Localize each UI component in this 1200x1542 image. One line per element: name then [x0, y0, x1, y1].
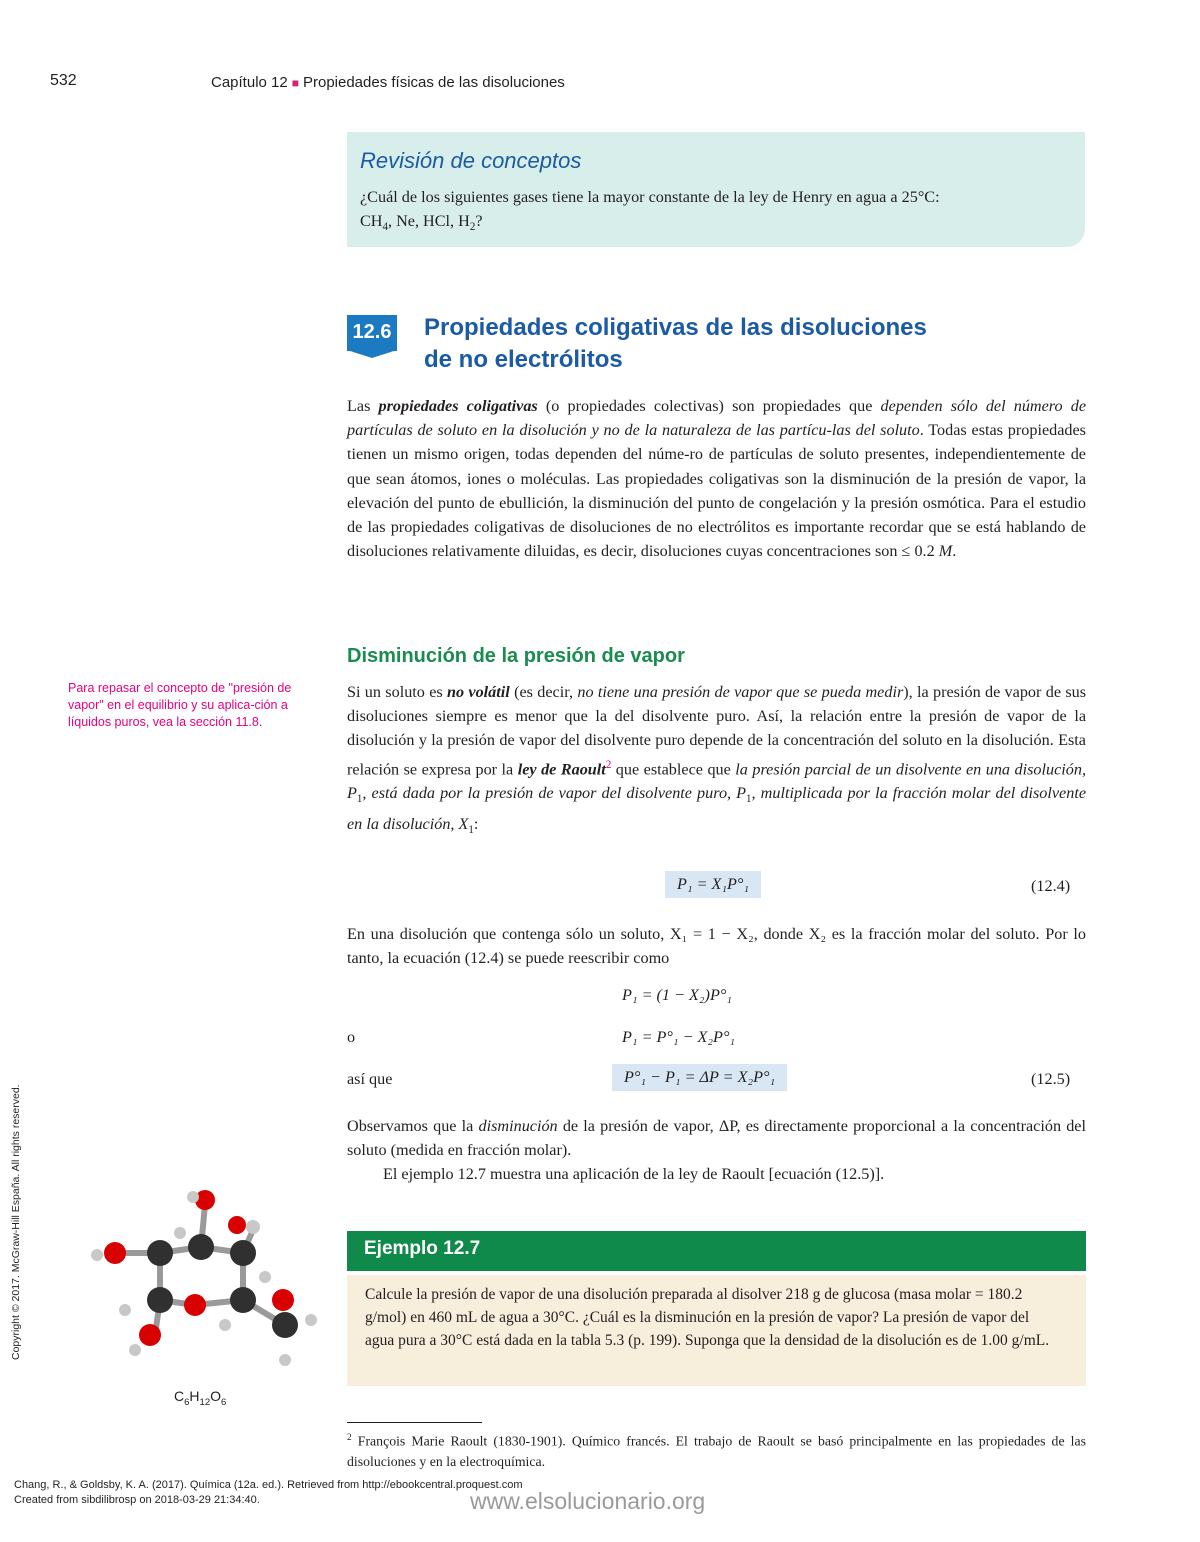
- subscript: 12: [199, 1396, 211, 1408]
- badge-tip-shape: [347, 350, 397, 358]
- equation-12-5: [612, 1064, 787, 1091]
- text: . Todas estas propiedades tienen un mismo origen, todas dependen del núme-ro de partículas de soluto presentes, independientemente de que sean átomos, iones o moléculas. Las propiedades coligativas son la disminución de la presión de vapor, la elevación del punto de ebullición, la disminución del punto de congelación y la presión osmótica. Para el estudio de las propiedades coligativas de disoluciones de no electrólitos es importante recordar que se está hablando de disoluciones relativamente diluidas, es decir, disoluciones cuyas concentraciones son ≤ 0.2: [347, 421, 1086, 561]
- chapter-header: [211, 74, 565, 91]
- equation-a: [622, 986, 732, 1005]
- equation-text: P°₁ − P₁ = ΔP = X₂P°₁: [624, 1068, 776, 1086]
- text: .: [952, 542, 957, 561]
- chapter-title: Propiedades físicas de las disoluciones: [302, 74, 565, 91]
- subscript: 6: [184, 1396, 190, 1408]
- intro-paragraph: [347, 394, 1086, 563]
- label-o: o: [347, 1028, 356, 1046]
- glucose-molecule-illustration: [75, 1185, 335, 1385]
- key-term: no volátil: [447, 683, 510, 701]
- subscript: 1: [468, 823, 474, 836]
- key-term: propiedades coligativas: [378, 397, 538, 415]
- raoult-paragraph: [347, 680, 1086, 842]
- page-number: 532: [50, 72, 77, 89]
- italic-text: disminución: [478, 1117, 558, 1135]
- italic-text: no tiene una presión de vapor que se pueda medir: [577, 683, 904, 701]
- equation-b: [622, 1028, 735, 1047]
- italic-text: , está dada por la presión de vapor del disolvente puro, P: [362, 784, 747, 803]
- review-question: [360, 185, 1071, 239]
- label-asi-que: así que: [347, 1070, 393, 1088]
- example-header: [347, 1231, 1086, 1271]
- equation-12-4: [665, 871, 761, 898]
- example-text: Calcule la presión de vapor de una disolución preparada al disolver 218 g de glucosa (masa molar = 180.2 g/mol) en 460 mL de agua a 30°C. ¿Cuál es la disminución en la presión de vapor? La presión de vapor del agua pura a 30°C está dada en la tabla 5.3 (p. 199). Suponga que la densidad de la disolución es de 1.00 g/mL.: [365, 1286, 1050, 1349]
- section-title-line2: de no electrólitos: [424, 346, 623, 373]
- equation-number: (12.5): [1031, 1070, 1071, 1088]
- chapter-label: Capítulo 12: [211, 74, 288, 91]
- equation-number: (12.4): [1031, 877, 1071, 895]
- footnote-ref: 2: [605, 758, 612, 771]
- observation-paragraph: [347, 1114, 1086, 1162]
- example-body: [347, 1275, 1086, 1386]
- subscript: 6: [221, 1396, 227, 1408]
- footnote-text: François Marie Raoult (1830-1901). Químico francés. El trabajo de Raoult se basó principalmente en las propiedades de las disoluciones y en la electroquímica.: [347, 1433, 1086, 1469]
- equation-text: P₁ = P°₁ − X₂P°₁: [622, 1028, 736, 1046]
- subsection-title: Disminución de la presión de vapor: [347, 645, 685, 667]
- question-mark: ?: [475, 212, 483, 230]
- text: ), la presión de vapor de sus disoluciones siempre es menor que la del disolvente puro. Así, la relación entre la presión de vapor de la disolución y la presión de vapor del disolvente puro depende de la concentración del soluto en la disolución. Esta relación se expresa por la: [347, 683, 1087, 778]
- concept-review-box: [347, 132, 1085, 247]
- text: O: [210, 1388, 222, 1404]
- formula-ch: CH: [360, 212, 383, 230]
- section-number-badge: 12.6: [347, 315, 397, 351]
- text: C: [174, 1388, 185, 1404]
- text: (es decir,: [509, 683, 578, 701]
- italic-text: M: [938, 542, 953, 561]
- equation-text: P₁ = X₁P°₁: [677, 875, 750, 893]
- subscript: 4: [382, 221, 388, 234]
- margin-note: Para repasar el concepto de "presión de vapor" en el equilibrio y su aplica-ción a líquidos puros, vea la sección 11.8.: [68, 681, 292, 729]
- watermark: www.elsolucionario.org: [470, 1488, 706, 1514]
- text: H: [189, 1388, 200, 1404]
- formula-rest: , Ne, HCl, H: [388, 212, 470, 230]
- subscript: 2: [469, 221, 476, 234]
- review-question-text: ¿Cuál de los siguientes gases tiene la mayor constante de la ley de Henry en agua a 25°C:: [360, 188, 940, 206]
- footnote-divider: [347, 1422, 482, 1423]
- italic-text: , multiplicada por la fracción molar del disolvente en la disolución, X: [347, 784, 1086, 833]
- section-title-line1: Propiedades coligativas de las disoluciones: [424, 314, 927, 341]
- subscript: 1: [356, 793, 363, 806]
- text: que establece que: [611, 760, 736, 778]
- review-title: Revisión de conceptos: [360, 148, 582, 173]
- text: Si un soluto es: [347, 683, 447, 701]
- equation-text: P₁ = (1 − X₂)P°₁: [622, 986, 732, 1004]
- text: Observamos que la: [347, 1117, 479, 1135]
- bullet-icon: ■: [291, 76, 299, 90]
- text: Las: [347, 397, 379, 415]
- italic-text: la presión parcial de un disolvente en una disolución, P: [347, 760, 1086, 803]
- citation-line1: Chang, R., & Goldsby, K. A. (2017). Química (12a. ed.). Retrieved from http://ebookcentral.proquest.com: [14, 1479, 523, 1491]
- section-title: [424, 312, 927, 376]
- molecule-formula: [174, 1388, 226, 1408]
- paragraph-rewrite: En una disolución que contenga sólo un soluto, X₁ = 1 − X₂, donde X₂ es la fracción molar del soluto. Por lo tanto, la ecuación (12.4) se puede reescribir como: [347, 925, 1086, 968]
- footnote: [347, 1428, 1086, 1472]
- italic-text: dependen sólo del número de partículas de soluto en la disolución y no de la naturaleza de las partícu-las del soluto: [347, 397, 1087, 440]
- example-reference: El ejemplo 12.7 muestra una aplicación de la ley de Raoult [ecuación (12.5)].: [383, 1165, 885, 1183]
- citation: [14, 1478, 522, 1508]
- copyright-notice: Copyright © 2017. McGraw-Hill España. All rights reserved.: [10, 1084, 22, 1360]
- subscript: 1: [746, 793, 752, 806]
- text: :: [473, 814, 479, 833]
- example-title: Ejemplo 12.7: [364, 1238, 481, 1259]
- text: de la presión de vapor, ΔP, es directamente proporcional a la concentración del soluto (medida en fracción molar).: [347, 1117, 1086, 1160]
- key-term: ley de Raoult: [517, 760, 606, 778]
- text: (o propiedades colectivas) son propiedades que: [537, 397, 881, 415]
- citation-line2: Created from sibdilibrosp on 2018-03-29 21:34:40.: [14, 1494, 260, 1506]
- footnote-mark: 2: [347, 1433, 352, 1443]
